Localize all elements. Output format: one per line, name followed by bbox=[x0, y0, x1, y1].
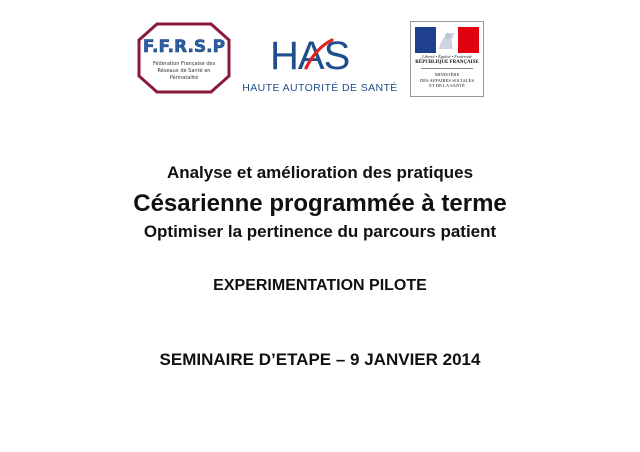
republique-motto: Liberté • Égalité • Fraternité bbox=[422, 54, 472, 59]
has-subtitle: HAUTE AUTORITÉ DE SANTÉ bbox=[242, 82, 398, 94]
divider bbox=[421, 68, 473, 69]
ffrsp-tagline-3: Périnatalité bbox=[169, 75, 199, 81]
context-heading: Analyse et amélioration des pratiques bbox=[166, 163, 474, 182]
has-wordmark: HAS bbox=[270, 34, 350, 78]
has-red-stroke-icon bbox=[298, 38, 338, 72]
republique-name: RÉPUBLIQUE FRANÇAISE bbox=[415, 60, 479, 65]
ffrsp-tagline-2: Réseaux de Santé en bbox=[157, 68, 211, 74]
page-title: Césarienne programmée à terme bbox=[133, 190, 507, 217]
ffrsp-tagline-1: Fédération Française des bbox=[152, 61, 216, 67]
ministry-line-1: MINISTÈRE bbox=[434, 72, 460, 77]
ffrsp-wordmark: F.F.R.S.P bbox=[142, 37, 226, 57]
republique-francaise-logo bbox=[410, 21, 484, 97]
experiment-label: EXPERIMENTATION PILOTE bbox=[213, 277, 427, 294]
ffrsp-octagon-icon bbox=[137, 22, 231, 94]
ministry-label bbox=[413, 72, 481, 89]
tricolor-flag-icon bbox=[415, 27, 479, 53]
ministry-line-3: ET DE LA SANTÉ bbox=[429, 83, 465, 89]
ffrsp-logo bbox=[137, 22, 231, 94]
seminar-label: SEMINAIRE D’ETAPE – 9 JANVIER 2014 bbox=[159, 350, 481, 369]
has-logo bbox=[240, 34, 400, 100]
ministry-line-2: DES AFFAIRES SOCIALES bbox=[419, 77, 475, 83]
page-subtitle: Optimiser la pertinence du parcours patient bbox=[143, 222, 497, 241]
